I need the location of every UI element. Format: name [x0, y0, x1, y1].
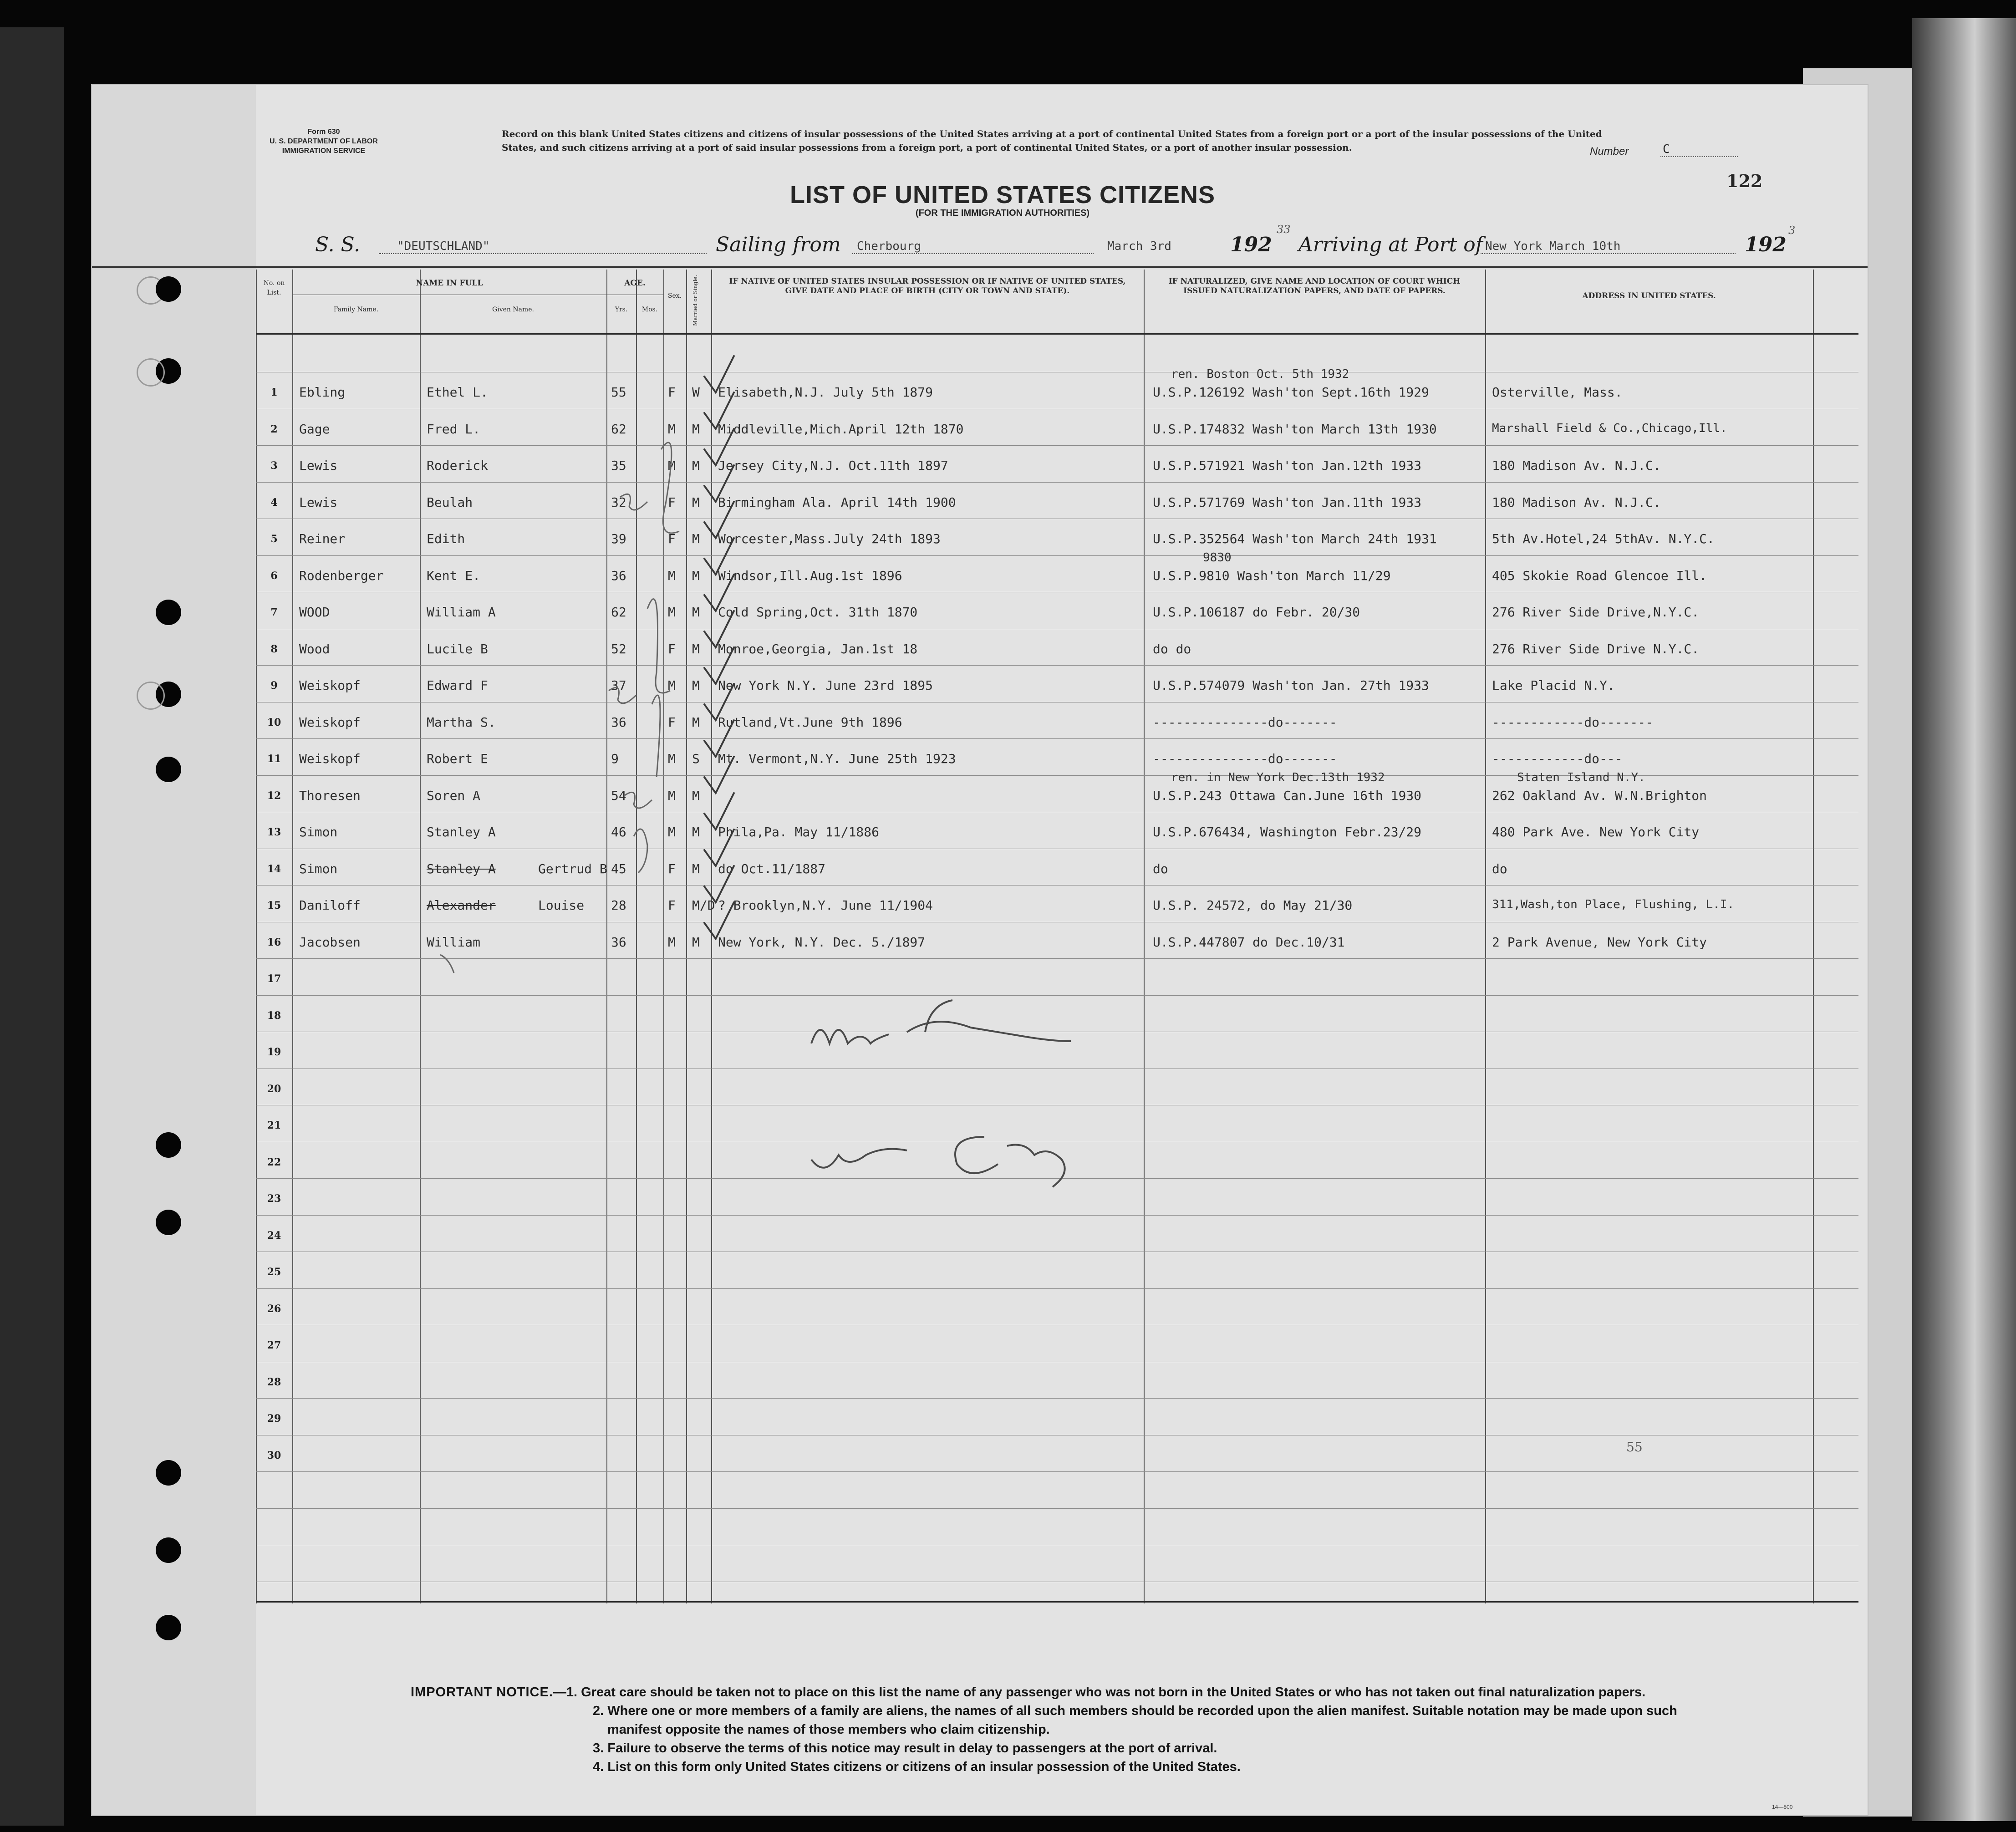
- cell-nat: U.S.P.447807 do Dec.10/31: [1153, 934, 1345, 950]
- cell-address: Osterville, Mass.: [1492, 385, 1623, 400]
- cell-birth: do Oct.11/1887: [718, 861, 826, 876]
- cell-given: Lucile B: [427, 641, 488, 656]
- cell-nat: U.S.P. 24572, do May 21/30: [1153, 898, 1353, 913]
- cell-birth: New York N.Y. June 23rd 1895: [718, 678, 933, 693]
- cell-yrs: 32: [611, 494, 626, 510]
- blank-line-number: 22: [267, 1156, 281, 1168]
- cell-address: 276 River Side Drive N.Y.C.: [1492, 641, 1700, 656]
- cell-ms: M: [692, 421, 700, 437]
- cell-ms: M: [692, 605, 700, 620]
- cell-sex: M: [668, 421, 676, 437]
- page-title: LIST OF UNITED STATES CITIZENS: [790, 181, 1215, 209]
- cell-sex: M: [668, 678, 676, 693]
- cell-family: Simon: [299, 861, 338, 876]
- cell-nat: U.S.P.9810 Wash'ton March 11/29: [1153, 568, 1391, 583]
- cell-family: Weiskopf: [299, 678, 361, 693]
- film-edge-right: [1912, 18, 2016, 1821]
- col-name-in-full: NAME IN FULL: [416, 279, 483, 288]
- year-printed-1: 192: [1230, 233, 1272, 256]
- col-address: ADDRESS IN UNITED STATES.: [1582, 291, 1716, 300]
- cell-yrs: 55: [611, 385, 626, 400]
- cell-birth: Phila,Pa. May 11/1886: [718, 824, 880, 840]
- cell-address: 311,Wash,ton Place, Flushing, L.I.: [1492, 898, 1735, 911]
- cell-birth: Birmingham Ala. April 14th 1900: [718, 494, 956, 510]
- cell-address: 262 Oakland Av. W.N.Brighton: [1492, 788, 1707, 803]
- cell-address: do: [1492, 861, 1507, 876]
- cell-nat: U.S.P.126192 Wash'ton Sept.16th 1929: [1153, 385, 1429, 400]
- blank-line-number: 30: [267, 1449, 281, 1461]
- cell-birth: Windsor,Ill.Aug.1st 1896: [718, 568, 902, 583]
- cell-family: Simon: [299, 824, 338, 840]
- cell-given: Ethel L.: [427, 385, 488, 400]
- cell-no: 8: [270, 643, 278, 655]
- cell-address-note: Staten Island N.Y.: [1517, 770, 1645, 784]
- notice-item-4: 4. List on this form only United States citizens or citizens of an insular possession of the United States.: [593, 1760, 1241, 1774]
- cell-ms: M: [692, 714, 700, 730]
- blank-line-number: 28: [267, 1376, 281, 1388]
- cell-address: 480 Park Ave. New York City: [1492, 824, 1700, 840]
- number-label: Number: [1590, 145, 1629, 158]
- cell-sex: M: [668, 824, 676, 840]
- notice-item-2-cont: manifest opposite the names of those members who claim citizenship.: [607, 1722, 1050, 1737]
- cell-no: 4: [270, 496, 278, 509]
- cell-sex: F: [668, 898, 676, 913]
- cell-yrs: 39: [611, 531, 626, 546]
- blank-line-number: 21: [267, 1120, 281, 1131]
- cell-family: Reiner: [299, 531, 346, 546]
- ship-name: "DEUTSCHLAND": [397, 239, 490, 253]
- cell-nat: ---------------do-------: [1153, 751, 1337, 766]
- cell-given: Edith: [427, 531, 465, 546]
- year-printed-2: 192: [1745, 233, 1787, 256]
- cell-address: Marshall Field & Co.,Chicago,Ill.: [1492, 421, 1727, 435]
- cell-no: 7: [270, 606, 278, 618]
- blank-line-number: 24: [267, 1229, 281, 1242]
- cell-nat: U.S.P.106187 do Febr. 20/30: [1153, 605, 1360, 620]
- cell-address: ------------do-------: [1492, 714, 1654, 730]
- cell-address: ------------do---: [1492, 751, 1623, 766]
- cell-family: Ebling: [299, 385, 346, 400]
- cell-no: 9: [270, 680, 278, 692]
- cell-family: Thoresen: [299, 788, 361, 803]
- page-subtitle: (FOR THE IMMIGRATION AUTHORITIES): [915, 208, 1090, 218]
- cell-given-struck: Stanley A: [427, 861, 496, 876]
- cell-family: Daniloff: [299, 898, 361, 913]
- cell-ms: M: [692, 494, 700, 510]
- blank-line-number: 26: [267, 1303, 281, 1315]
- cell-family: Lewis: [299, 458, 338, 473]
- cell-address: 180 Madison Av. N.J.C.: [1492, 458, 1661, 473]
- year-written-2: 3: [1788, 224, 1796, 237]
- cell-family: WOOD: [299, 605, 330, 620]
- checkmarks: [704, 356, 734, 939]
- cell-nat-note: 9830: [1203, 550, 1232, 565]
- cell-sex: F: [668, 714, 676, 730]
- cell-address: 5th Av.Hotel,24 5thAv. N.Y.C.: [1492, 531, 1715, 546]
- sailing-port: Cherbourg: [857, 239, 921, 253]
- cell-sex: M: [668, 751, 676, 766]
- cell-family: Gage: [299, 421, 330, 437]
- cell-sex: M: [668, 458, 676, 473]
- cell-given: Roderick: [427, 458, 488, 473]
- cell-given: William: [427, 934, 481, 950]
- col-family-name: Family Name.: [333, 306, 379, 313]
- cell-given: Soren A: [427, 788, 481, 803]
- blank-line-number: 18: [267, 1009, 281, 1022]
- footer-code: 14—800: [1772, 1804, 1793, 1810]
- cell-ms: M: [692, 568, 700, 583]
- notice-item-2: 2. Where one or more members of a family are aliens, the names of all such members should be recorded upon the alien manifest. Suitable notation may be made upon such: [593, 1704, 1677, 1718]
- cell-ms: M: [692, 678, 700, 693]
- blank-line-number: 20: [267, 1083, 281, 1095]
- cell-nat: ---------------do-------: [1153, 714, 1337, 730]
- cell-birth: Mt. Vermont,N.Y. June 25th 1923: [718, 751, 956, 766]
- form-instructions: Record on this blank United States citizens and citizens of insular possessions of the United States arriving at a port of continental United States from a foreign port or a port of the insular possessions of the United States, and such citizens arriving at a port of said insular possessions from a foreign port, a port of continental United States, or a port of another insular possession.: [502, 128, 1602, 153]
- cell-birth: New York, N.Y. Dec. 5./1897: [718, 934, 926, 950]
- cell-sex: M: [668, 788, 676, 803]
- cell-birth: Rutland,Vt.June 9th 1896: [718, 714, 902, 730]
- ss-label: S. S.: [315, 233, 361, 256]
- cell-family: Weiskopf: [299, 714, 361, 730]
- col-yrs: Yrs.: [615, 306, 628, 313]
- cell-no: 12: [267, 789, 281, 802]
- cell-given: Robert E: [427, 751, 488, 766]
- cell-ms: W: [692, 385, 700, 400]
- cell-sex: M: [668, 568, 676, 583]
- arriving-port: New York March 10th: [1485, 239, 1621, 253]
- blank-line-number: 19: [267, 1046, 281, 1058]
- cell-birth: Monroe,Georgia, Jan.1st 18: [718, 641, 918, 656]
- cell-nat: do: [1153, 861, 1168, 876]
- cell-ms: M: [692, 934, 700, 950]
- cell-ms: S: [692, 751, 700, 766]
- cell-given: William A: [427, 605, 496, 620]
- notice-item-1: —1. Great care should be taken not to place on this list the name of any passenger who was not born in the United States or who has not taken out final naturalization papers.: [553, 1685, 1646, 1700]
- cell-nat-note: ren. Boston Oct. 5th 1932: [1171, 367, 1349, 381]
- cell-nat: U.S.P.352564 Wash'ton March 24th 1931: [1153, 531, 1437, 546]
- cell-yrs: 35: [611, 458, 626, 473]
- cell-address: 276 River Side Drive,N.Y.C.: [1492, 605, 1700, 620]
- col-naturalized: IF NATURALIZED, GIVE NAME AND LOCATION OF COURT WHICH ISSUED NATURALIZATION PAPERS, AND DATE OF PAPERS.: [1168, 277, 1461, 295]
- number-value: C: [1663, 142, 1670, 156]
- cell-nat-note: ren. in New York Dec.13th 1932: [1171, 770, 1385, 784]
- cell-yrs: 36: [611, 568, 626, 583]
- cell-given: Louise: [538, 898, 585, 913]
- marginal-marks: [440, 443, 679, 973]
- cell-nat: U.S.P.676434, Washington Febr.23/29: [1153, 824, 1422, 840]
- cell-nat: U.S.P.243 Ottawa Can.June 16th 1930: [1153, 788, 1422, 803]
- sailing-label: Sailing from: [716, 233, 841, 256]
- cell-ms: M: [692, 641, 700, 656]
- cell-address: 405 Skokie Road Glencoe Ill.: [1492, 568, 1707, 583]
- cell-no: 14: [267, 863, 281, 875]
- cell-given: Gertrud B: [538, 861, 607, 876]
- cell-yrs: 54: [611, 788, 626, 803]
- cell-birth: Elisabeth,N.J. July 5th 1879: [718, 385, 933, 400]
- cell-no: 5: [270, 533, 278, 545]
- cell-yrs: 62: [611, 605, 626, 620]
- cell-given: Edward F: [427, 678, 488, 693]
- col-no: No. on List.: [263, 280, 285, 296]
- sheet-number: 122: [1726, 171, 1763, 191]
- important-notice: [411, 1683, 1890, 1776]
- blank-line-number: 29: [267, 1413, 281, 1425]
- cell-birth: Jersey City,N.J. Oct.11th 1897: [718, 458, 948, 473]
- cell-sex: F: [668, 494, 676, 510]
- handwriting-overlay: [92, 85, 1868, 1633]
- cell-yrs: 36: [611, 934, 626, 950]
- cell-no: 11: [267, 753, 281, 765]
- cell-address: 180 Madison Av. N.J.C.: [1492, 494, 1661, 510]
- cell-birth: ? Brooklyn,N.Y. June 11/1904: [718, 898, 933, 913]
- cell-sex: M: [668, 605, 676, 620]
- cell-no: 10: [267, 716, 281, 728]
- col-married: Married or Single.: [692, 275, 698, 326]
- cell-family: Wood: [299, 641, 330, 656]
- form-identifier: Form 630 U. S. DEPARTMENT OF LABOR IMMIGRATION SERVICE: [270, 128, 378, 155]
- signature-text: [802, 1028, 1059, 1051]
- cell-ms: M/D: [692, 898, 715, 913]
- cell-family: Lewis: [299, 494, 338, 510]
- film-edge-left: [0, 27, 64, 1826]
- cell-nat: U.S.P.174832 Wash'ton March 13th 1930: [1153, 421, 1437, 437]
- blank-line-number: 17: [267, 973, 281, 985]
- cell-given: Martha S.: [427, 714, 496, 730]
- notice-label: IMPORTANT NOTICE.: [411, 1685, 553, 1700]
- manifest-page: [91, 84, 1868, 1816]
- cell-yrs: 52: [611, 641, 626, 656]
- cell-family: Rodenberger: [299, 568, 384, 583]
- cell-birth: Worcester,Mass.July 24th 1893: [718, 531, 941, 546]
- cell-ms: M: [692, 861, 700, 876]
- cell-nat: U.S.P.571921 Wash'ton Jan.12th 1933: [1153, 458, 1422, 473]
- cell-sex: F: [668, 385, 676, 400]
- cell-yrs: 37: [611, 678, 626, 693]
- cell-yrs: 62: [611, 421, 626, 437]
- arriving-label: Arriving at Port of: [1298, 233, 1483, 256]
- sailing-date: March 3rd: [1107, 239, 1171, 253]
- col-sex: Sex.: [667, 292, 682, 300]
- blank-line-number: 25: [267, 1266, 281, 1278]
- col-birth: IF NATIVE OF UNITED STATES INSULAR POSSESSION OR IF NATIVE OF UNITED STATES, GIVE DATE AND PLACE OF BIRTH (CITY OR TOWN AND STATE).: [729, 277, 1126, 295]
- cell-family: Jacobsen: [299, 934, 361, 950]
- cell-birth: Cold Spring,Oct. 31th 1870: [718, 605, 918, 620]
- col-mos: Mos.: [641, 306, 658, 313]
- cell-yrs: 45: [611, 861, 626, 876]
- cell-no: 16: [267, 936, 281, 948]
- cell-given: Fred L.: [427, 421, 481, 437]
- cell-birth: Middleville,Mich.April 12th 1870: [718, 421, 964, 437]
- cell-no: 13: [267, 826, 281, 838]
- cell-ms: M: [692, 531, 700, 546]
- cell-ms: M: [692, 458, 700, 473]
- cell-sex: F: [668, 531, 676, 546]
- cell-sex: F: [668, 861, 676, 876]
- cell-given-struck: Alexander: [427, 898, 496, 913]
- cell-yrs: 9: [611, 751, 619, 766]
- year-written-1: 33: [1277, 223, 1291, 236]
- cell-nat: U.S.P.571769 Wash'ton Jan.11th 1933: [1153, 494, 1422, 510]
- cell-no: 3: [270, 460, 278, 472]
- cell-given: Beulah: [427, 494, 473, 510]
- cell-sex: F: [668, 641, 676, 656]
- cell-ms: M: [692, 824, 700, 840]
- cell-no: 2: [270, 423, 278, 435]
- cell-yrs: 46: [611, 824, 626, 840]
- cell-yrs: 28: [611, 898, 626, 913]
- cell-no: 1: [270, 387, 278, 398]
- cell-address: 2 Park Avenue, New York City: [1492, 934, 1707, 950]
- cell-sex: M: [668, 934, 676, 950]
- cell-no: 15: [267, 900, 281, 911]
- margin-note: 55: [1626, 1440, 1643, 1455]
- cell-ms: M: [692, 788, 700, 803]
- cell-nat: U.S.P.574079 Wash'ton Jan. 27th 1933: [1153, 678, 1429, 693]
- cell-yrs: 36: [611, 714, 626, 730]
- cell-given: Stanley A: [427, 824, 496, 840]
- cell-nat: do do: [1153, 641, 1191, 656]
- notice-item-3: 3. Failure to observe the terms of this notice may result in delay to passengers at the port of arrival.: [593, 1741, 1217, 1756]
- col-age: AGE.: [624, 279, 646, 288]
- blank-line-number: 23: [267, 1193, 281, 1205]
- cell-given: Kent E.: [427, 568, 481, 583]
- cell-no: 6: [270, 570, 278, 582]
- blank-line-number: 27: [267, 1339, 281, 1351]
- cell-family: Weiskopf: [299, 751, 361, 766]
- col-given-name: Given Name.: [492, 306, 534, 313]
- cell-address: Lake Placid N.Y.: [1492, 678, 1615, 693]
